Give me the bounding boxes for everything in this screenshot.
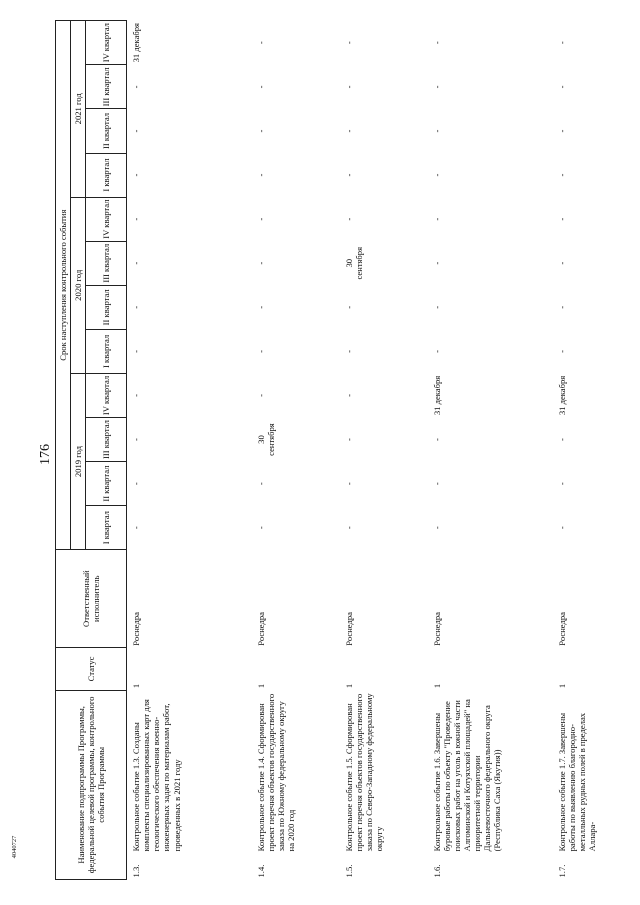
event-name: Контрольное событие 1.7. Завершены работы по выявлению благородно-металльных рудных полей в пределах Аллара- [556,712,597,852]
quarter-value: - [556,526,567,530]
row-number: 1.5. [343,864,354,878]
quarter-value: - [131,261,141,265]
quarter-value: - [556,129,567,133]
quarter-value: - [131,438,141,441]
table-row [127,21,252,880]
quarter-value: - [343,349,354,353]
quarter-value: - [255,261,266,265]
header-quarter: III квартал [86,65,127,109]
quarter-value: - [431,129,442,133]
quarter-value: - [131,129,141,133]
document-code: 4040727 [11,835,18,859]
header-year: 2019 год [71,373,86,549]
event-name: Контрольное событие 1.3. Созданы комплекты специализированных карт для геологического обеспечения военно-инженерных задач по материалам работ, проведенных в 2021 году [131,699,182,852]
executor-value: Роснедра [255,612,266,646]
executor-value: Роснедра [343,612,354,646]
status-value: 1 [343,683,354,689]
quarter-value: - [255,41,266,45]
quarter-value: - [556,438,567,441]
quarter-value: - [255,173,266,177]
header-responsible: Ответственный исполнитель [56,550,127,648]
header-deadline-group: Срок наступления контрольного события [56,21,71,550]
table-row [252,21,340,880]
quarter-value: - [556,482,567,486]
control-events-table [55,20,603,880]
quarter-value: - [343,526,354,530]
header-quarter: II квартал [86,109,127,153]
table-row [340,21,428,880]
quarter-value: - [131,305,141,309]
header-year: 2020 год [71,197,86,373]
quarter-value: - [255,129,266,133]
header-quarter: II квартал [86,285,127,329]
quarter-value: - [343,129,354,133]
quarter-value: 30 сентября [343,246,364,280]
page-number: 176 [38,444,53,465]
quarter-value: - [131,173,141,177]
quarter-value: - [131,349,141,353]
header-quarter: IV квартал [86,21,127,65]
table-body [127,21,603,880]
header-name: Наименование подпрограммы Программы, федеральной целевой программы, контрольного события Программы [56,690,127,879]
quarter-value: 31 декабря [131,22,141,63]
status-value: 1 [255,683,266,689]
event-name: Контрольное событие 1.6. Завершены буровые работы по объекту "Проведение поисковых работ на уголь в южной части Алгоминской и Котуяхской площадей" на приоритетной территории Дальневосточного федерального округа (Республика Саха (Якутия)) [431,699,503,852]
quarter-value: 31 декабря [556,375,567,416]
quarter-value: 31 декабря [431,375,442,416]
executor-value: Роснедра [431,612,442,646]
header-quarter: III квартал [86,418,127,462]
header-quarter: IV квартал [86,373,127,417]
event-name: Контрольное событие 1.5. Сформирован проект перечня объектов государственного заказа по Северо-Западному федеральному округу [343,693,384,852]
header-quarter: I квартал [86,153,127,197]
executor-value: Роснедра [131,612,141,646]
quarter-value: - [556,217,567,221]
quarter-value: - [556,305,567,309]
quarter-value: - [255,349,266,353]
quarter-value: - [431,173,442,177]
quarter-value: - [343,482,354,486]
quarter-value: - [556,349,567,353]
quarter-value: - [556,173,567,177]
status-value: 1 [131,683,141,689]
quarter-value: - [131,217,141,221]
quarter-value: - [431,482,442,486]
status-value: 1 [556,683,567,689]
quarter-value: - [343,217,354,221]
row-number: 1.6. [431,864,442,878]
header-quarter: III квартал [86,241,127,285]
quarter-value: - [431,305,442,309]
quarter-value: - [255,305,266,309]
quarter-value: - [131,85,141,89]
quarter-value: - [131,526,141,530]
status-value: 1 [431,683,442,689]
quarter-value: - [255,526,266,530]
event-name: Контрольное событие 1.4. Сформирован проект перечня объектов государственного заказа по Южному федеральному округу на 2020 год [255,693,296,852]
quarter-value: - [431,438,442,441]
quarter-value: - [431,261,442,265]
quarter-value: - [343,173,354,177]
quarter-value: - [343,305,354,309]
quarter-value: - [131,394,141,397]
rotated-table-wrapper [55,20,615,880]
executor-value: Роснедра [556,612,567,646]
row-number: 1.3. [131,864,141,878]
quarter-value: - [431,349,442,353]
quarter-value: - [556,261,567,265]
quarter-value: - [131,482,141,486]
table-row [428,21,553,880]
header-status: Статус [56,648,127,690]
quarter-value: - [431,217,442,221]
quarter-value: 30 сентября [255,423,276,456]
row-number: 1.4. [255,864,266,878]
quarter-value: - [431,85,442,89]
quarter-value: - [556,85,567,89]
quarter-value: - [431,526,442,530]
header-quarter: IV квартал [86,197,127,241]
header-quarter: II квартал [86,462,127,506]
row-number: 1.7. [556,864,567,878]
header-quarter: I квартал [86,329,127,373]
quarter-value: - [343,438,354,441]
quarter-value: - [255,394,266,397]
quarter-value: - [255,482,266,486]
quarter-value: - [556,41,567,45]
quarter-value: - [343,85,354,89]
header-year: 2021 год [71,21,86,198]
header-quarter: I квартал [86,506,127,550]
quarter-value: - [343,394,354,397]
quarter-value: - [431,41,442,45]
quarter-value: - [343,41,354,45]
table-row [553,21,603,880]
quarter-value: - [255,85,266,89]
quarter-value: - [255,217,266,221]
